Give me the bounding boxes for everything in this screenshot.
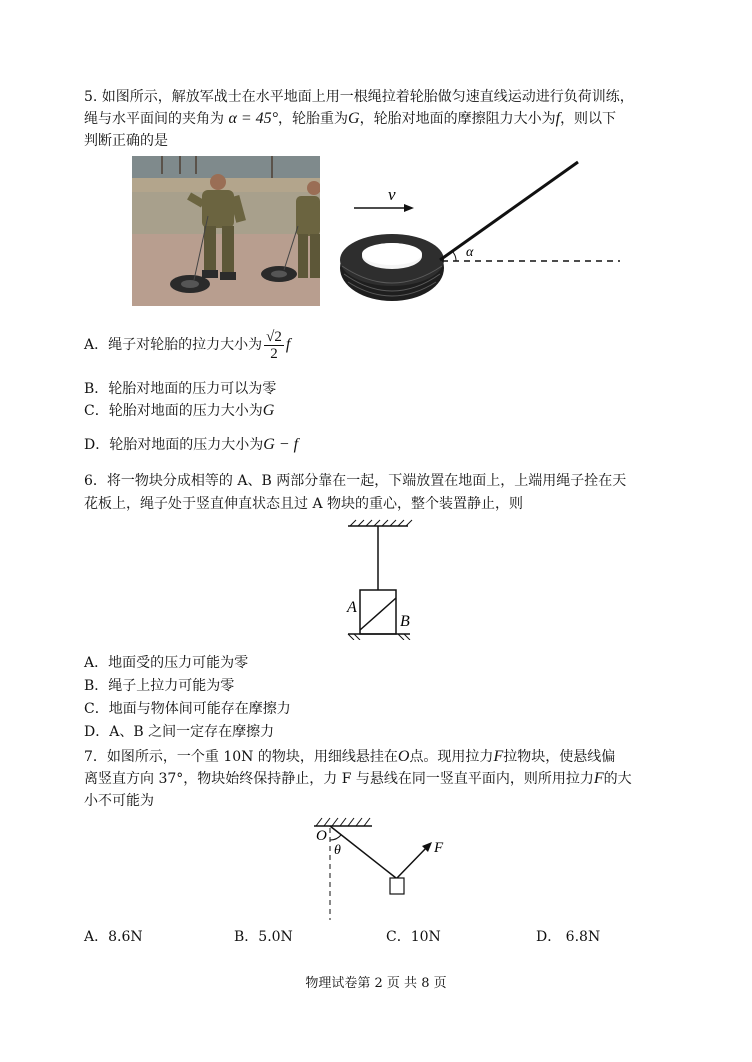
sqrt2-over-2-fraction: $\frac{√2}{2}$ (266, 328, 282, 362)
label-a: A (347, 599, 357, 616)
q6-option-c: C．地面与物体间可能存在摩擦力 (84, 701, 291, 717)
q5-alpha-eq: α = 45° (228, 110, 279, 127)
q7-option-a: A．8.6N (84, 929, 143, 945)
q5-option-c: C．轮胎对地面的压力大小为G (84, 402, 275, 419)
q7-stem-line2: 离竖直方向 37°，物块始终保持静止，力 F 与悬线在同一竖直平面内，则所用拉力F的大 (84, 770, 632, 787)
q5-option-d: D．轮胎对地面的压力大小为G − f (84, 436, 299, 453)
q7-option-b: B．5.0N (234, 929, 293, 945)
hanging-block-diagram (306, 812, 456, 924)
page-footer: 物理试卷第 2 页 共 8 页 (305, 976, 447, 991)
label-o: O (316, 828, 327, 844)
q7-option-d: D． 6.8N (536, 929, 601, 945)
label-b: B (400, 613, 410, 630)
q5-option-a: A．绳子对轮胎的拉力大小为 $\frac{√2}{2}$ f (84, 328, 291, 362)
alpha-label: α (466, 245, 474, 260)
q6-stem-line2: 花板上，绳子处于竖直伸直状态且过 A 物块的重心，整个装置静止，则 (84, 496, 524, 512)
soldier-tire-photo (132, 156, 320, 306)
q6-stem-line1: 6．将一物块分成相等的 A、B 两部分靠在一起，下端放置在地面上，上端用绳子拴在天 (84, 473, 627, 489)
q5-stem-line3: 判断正确的是 (84, 133, 168, 149)
velocity-label: v (388, 185, 396, 204)
q6-option-a: A．地面受的压力可能为零 (84, 655, 249, 671)
q7-stem-line1: 7．如图所示，一个重 10N 的物块，用细线悬挂在O点。现用拉力F拉物块，使悬线偏 (84, 748, 616, 765)
label-theta: θ (334, 843, 341, 858)
q6-option-b: B．绳子上拉力可能为零 (84, 678, 235, 694)
tire-force-diagram (330, 150, 630, 310)
q5-stem-line2: 绳与水平面间的夹角为 α = 45°，轮胎重为G，轮胎对地面的摩擦阻力大小为f，则以下 (84, 110, 617, 127)
q6-option-d: D．A、B 之间一定存在摩擦力 (84, 724, 275, 740)
q7-option-c: C．10N (386, 929, 441, 945)
label-f: F (434, 840, 444, 856)
q5-option-b: B．轮胎对地面的压力可以为零 (84, 381, 277, 397)
q5-stem-line1: 5. 如图所示，解放军战士在水平地面上用一根绳拉着轮胎做匀速直线运动进行负荷训练， (84, 89, 634, 105)
q7-stem-line3: 小不可能为 (84, 793, 154, 809)
block-ab-diagram (340, 518, 420, 640)
